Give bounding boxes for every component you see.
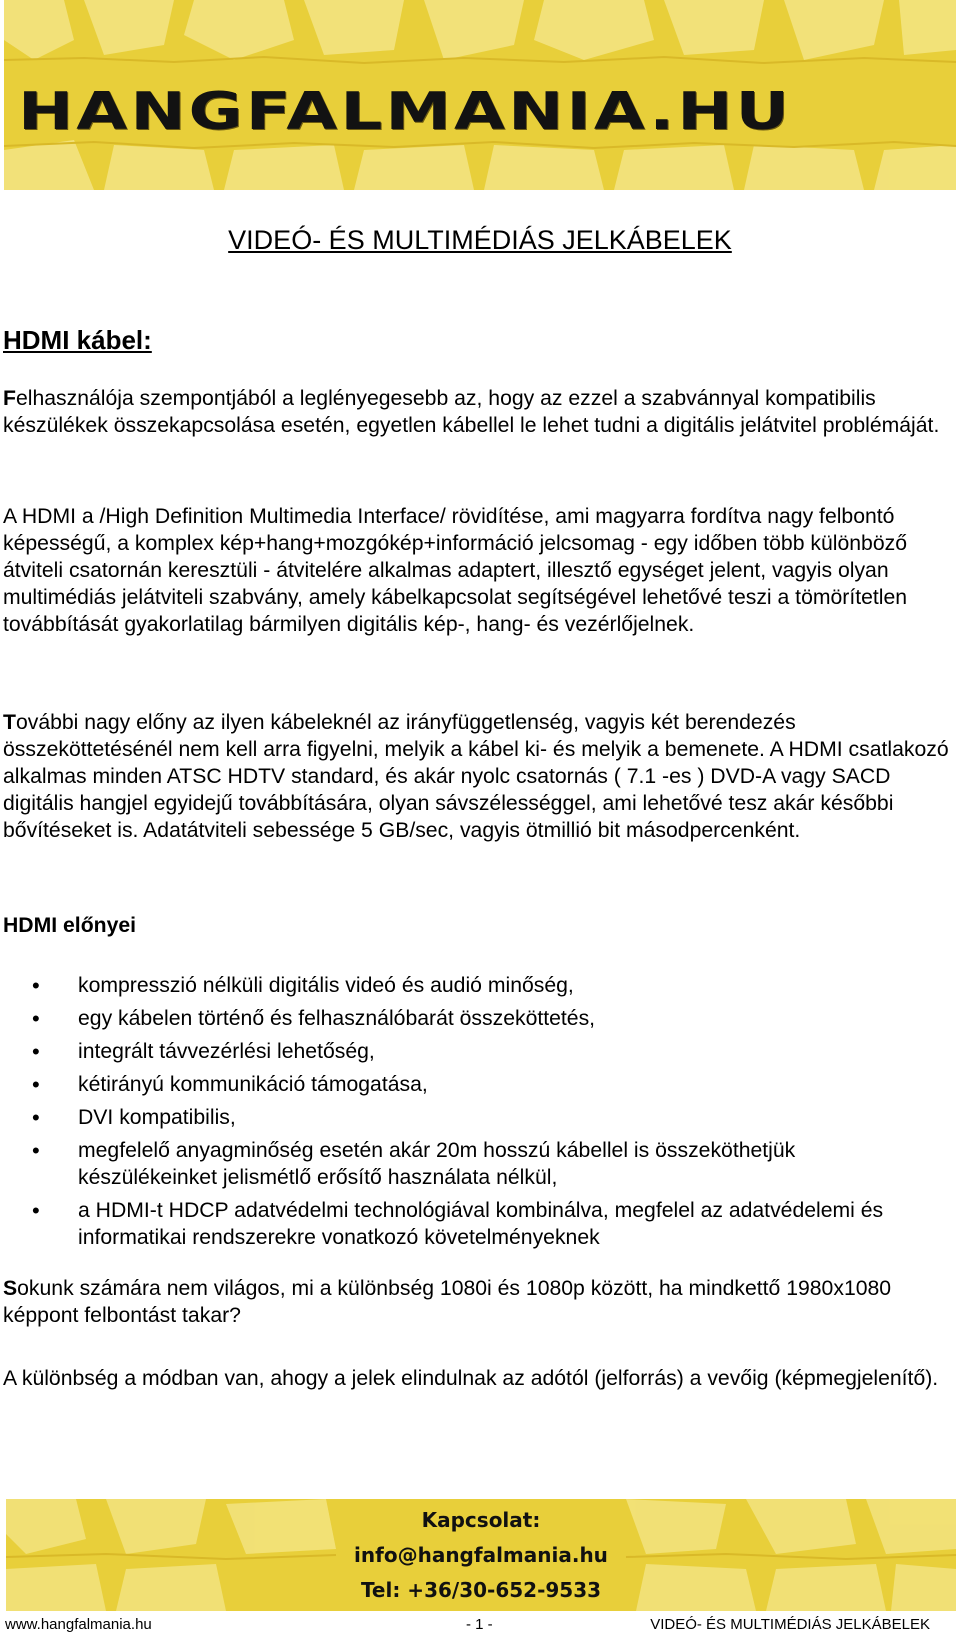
list-item: • integrált távvezérlési lehetőség,: [0, 1038, 940, 1065]
paragraph-3: További nagy előny az ilyen kábeleknél az irányfüggetlenség, vagyis két berendezés összeköttetésénél nem kell arra figyelni, melyik a kábel ki- és melyik a bemenete. A HDMI csatlakozó alkalmas minden ATSC HDTV standard, és akár nyolc csatornás ( 7.1 -es ) DVD-A vagy SACD digitális hangjel egyidejű továbbítására, olyan sávszélességgel, ami lehetővé tesz akár későbbi bővítéseket is. Adatátviteli sebessége 5 GB/sec, vagyis ötmillió bit másodpercenként.: [3, 711, 949, 842]
paragraph-4: Sokunk számára nem világos, mi a különbség 1080i és 1080p között, ha mindkettő 1980x1080 képpont felbontást takar?: [3, 1277, 892, 1327]
logo: HANGFALMANIA.HU: [18, 81, 793, 142]
footer-doc-title: VIDEÓ- ÉS MULTIMÉDIÁS JELKÁBELEK: [650, 1616, 930, 1633]
contact-phone: Tel: +36/30-652-9533: [360, 1578, 602, 1602]
footer-website[interactable]: www.hangfalmania.hu: [5, 1616, 152, 1633]
contact-label: Kapcsolat:: [421, 1508, 541, 1532]
page-footer: [0, 1614, 960, 1636]
paragraph-1: Felhasználója szempontjából a leglényegesebb az, hogy az ezzel a szabvánnyal kompatibilis készülékek összekapcsolása esetén, egyetlen kábellel le lehet tudni a digitális jelátvitel problémáját.: [3, 387, 940, 437]
section-heading: HDMI kábel:: [3, 325, 152, 355]
benefits-list: [0, 972, 940, 1257]
list-item: • kompresszió nélküli digitális videó és audió minőség,: [0, 972, 940, 999]
footer-page-number: - 1 -: [466, 1616, 493, 1633]
document-title: VIDEÓ- ÉS MULTIMÉDIÁS JELKÁBELEK: [228, 225, 732, 255]
list-item: • egy kábelen történő és felhasználóbarát összeköttetés,: [0, 1005, 940, 1032]
paragraph-5: A különbség a módban van, ahogy a jelek elindulnak az adótól (jelforrás) a vevőig (képmegjelenítő).: [3, 1367, 939, 1390]
contact-email[interactable]: info@hangfalmania.hu: [354, 1543, 608, 1567]
header-banner: [4, 0, 956, 190]
list-item: • a HDMI-t HDCP adatvédelmi technológiával kombinálva, megfelel az adatvédelemi és informatikai rendszerekre vonatkozó követelményeknek: [0, 1197, 940, 1251]
contact-box: [6, 1499, 956, 1611]
list-item: • DVI kompatibilis,: [0, 1104, 940, 1131]
list-item: • megfelelő anyagminőség esetén akár 20m hosszú kábellel is összeköthetjük készülékeinket jelismétlő erősítő használata nélkül,: [0, 1137, 940, 1191]
benefits-heading: HDMI előnyei: [3, 914, 137, 937]
paragraph-2: A HDMI a /High Definition Multimedia Interface/ rövidítése, ami magyarra fordítva nagy felbontó képességű, a komplex kép+hang+mozgókép+információ jelcsomag - egy időben több különböző átviteli csatornán keresztüli - átvitelére alkalmas adaptert, illesztő egységet jelent, vagyis olyan multimédiás jelátviteli szabvány, amely kábelkapcsolat segítségével lehetővé teszi a tömörítetlen továbbítását gyakorlatilag bármilyen digitális kép-, hang- és vezérlőjelnek.: [3, 505, 908, 636]
list-item: • kétirányú kommunikáció támogatása,: [0, 1071, 940, 1098]
